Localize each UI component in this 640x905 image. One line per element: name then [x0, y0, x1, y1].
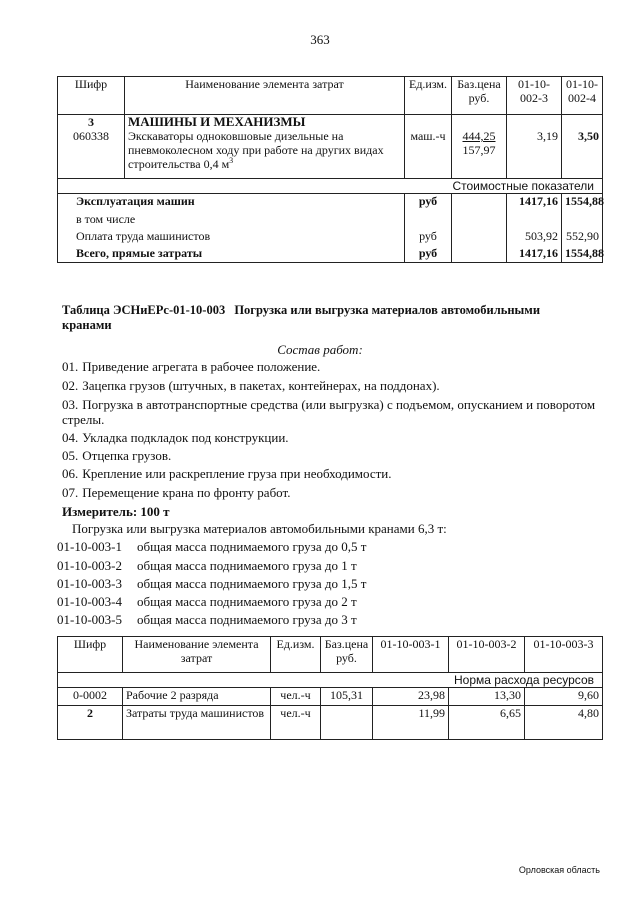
- row-value-1: 3,19: [507, 115, 562, 179]
- col-header-unit: Ед.изм.: [271, 637, 321, 673]
- row-name: Всего, прямые затраты: [58, 246, 405, 263]
- col-header-norm-3: 01-10-003-3: [525, 637, 603, 673]
- col-header-price: Баз.цена руб.: [321, 637, 373, 673]
- row-name: в том числе: [58, 212, 405, 229]
- table-row: [58, 688, 603, 706]
- norm-note: Норма расхода ресурсов: [58, 673, 603, 688]
- row-value-2: 13,30: [449, 688, 525, 706]
- row-name: Эксплуатация машин: [58, 194, 405, 212]
- col-header-norm-1: 01-10-002-3: [507, 77, 562, 115]
- col-header-code: Шифр: [58, 77, 125, 115]
- row-value-1: 23,98: [373, 688, 449, 706]
- table-row: [58, 212, 603, 229]
- table-header-row: [58, 637, 603, 673]
- work-composition-heading: Состав работ:: [277, 342, 363, 357]
- row-value-2: 552,90: [562, 229, 603, 246]
- work-step: 03. Погрузка в автотранспортные средства (или выгрузка) с подъемом, опусканием и поворотом стрелы.: [62, 397, 596, 427]
- col-header-norm-2: 01-10-003-2: [449, 637, 525, 673]
- row-price: 105,31: [321, 688, 373, 706]
- row-price: [321, 706, 373, 740]
- row-value-3: 9,60: [525, 688, 603, 706]
- row-name: Рабочие 2 разряда: [123, 688, 271, 706]
- row-price-labor: 157,97: [462, 143, 496, 157]
- row-unit: руб: [405, 194, 452, 212]
- row-unit: чел.-ч: [271, 688, 321, 706]
- row-value-1: 503,92: [507, 229, 562, 246]
- table-row: [58, 229, 603, 246]
- work-step: 01. Приведение агрегата в рабочее положение.: [62, 359, 321, 374]
- row-code: 060338: [73, 129, 109, 143]
- col-header-norm-2: 01-10-002-4: [562, 77, 603, 115]
- col-header-name: Наименование элемента затрат: [125, 77, 405, 115]
- col-header-name: Наименование элемента затрат: [123, 637, 271, 673]
- row-value-1: 1417,16: [507, 194, 562, 212]
- section-number: 3: [88, 115, 94, 129]
- table-row: [58, 706, 603, 740]
- row-name: Экскаваторы одноковшовые дизельные на пневмоколесном ходу при работе на других видах строительства 0,4 $м^3$: [128, 129, 384, 171]
- code-item: 01-10-003-1 общая масса поднимаемого груза до 0,5 т: [57, 539, 367, 554]
- row-unit: руб: [405, 229, 452, 246]
- col-header-norm-1: 01-10-003-1: [373, 637, 449, 673]
- table-row: [58, 194, 603, 212]
- row-unit: маш.-ч: [405, 115, 452, 179]
- col-header-unit: Ед.изм.: [405, 77, 452, 115]
- cost-indicators-note: Стоимостные показатели: [58, 179, 603, 194]
- row-code: 0-0002: [58, 688, 123, 706]
- work-step: 05. Отцепка грузов.: [62, 448, 172, 463]
- table-header-row: [58, 77, 603, 115]
- row-value-3: 4,80: [525, 706, 603, 740]
- work-step: 02. Зацепка грузов (штучных, в пакетах, контейнерах, на поддонах).: [62, 378, 440, 393]
- work-step: 07. Перемещение крана по фронту работ.: [62, 485, 291, 500]
- work-step: 04. Укладка подкладок под конструкции.: [62, 430, 289, 445]
- footer-region: Орловская область: [518, 865, 600, 875]
- row-value-2: 6,65: [449, 706, 525, 740]
- table-resources: [57, 636, 603, 740]
- code-item: 01-10-003-3 общая масса поднимаемого груза до 1,5 т: [57, 576, 367, 591]
- row-name: Затраты труда машинистов: [123, 706, 271, 740]
- code-item: 01-10-003-2 общая масса поднимаемого груза до 1 т: [57, 558, 357, 573]
- row-value-1: 1417,16: [507, 246, 562, 263]
- row-value-2: 3,50: [562, 115, 603, 179]
- section-title: МАШИНЫ И МЕХАНИЗМЫ: [128, 114, 306, 129]
- row-value-1: 11,99: [373, 706, 449, 740]
- note-row: [58, 179, 603, 194]
- row-value-2: 1554,88: [562, 194, 603, 212]
- work-step: 06. Крепление или раскрепление груза при необходимости.: [62, 466, 392, 481]
- table-title: [62, 303, 582, 333]
- page-number: 363: [310, 32, 330, 47]
- col-header-price: Баз.цена руб.: [452, 77, 507, 115]
- row-value-2: 1554,88: [562, 246, 603, 263]
- code-item: 01-10-003-5 общая масса поднимаемого груза до 3 т: [57, 612, 357, 627]
- table-title-label: Таблица ЭСНиЕРс-01-10-003: [62, 303, 226, 317]
- row-price-base: 444,25: [462, 129, 496, 143]
- table-title-text: Погрузка или выгрузка материалов автомобильными кранами: [62, 303, 541, 332]
- code-item: 01-10-003-4 общая масса поднимаемого груза до 2 т: [57, 594, 357, 609]
- table-row: [58, 115, 603, 179]
- row-unit: руб: [405, 246, 452, 263]
- table-machines: [57, 76, 603, 263]
- note-row: [58, 673, 603, 688]
- row-name: Оплата труда машинистов: [58, 229, 405, 246]
- measure-unit: Измеритель: 100 т: [62, 504, 170, 519]
- row-unit: чел.-ч: [271, 706, 321, 740]
- table-intro: Погрузка или выгрузка материалов автомобильными кранами 6,3 т:: [72, 521, 447, 536]
- row-code: 2: [58, 706, 123, 740]
- table-row: [58, 246, 603, 263]
- col-header-code: Шифр: [58, 637, 123, 673]
